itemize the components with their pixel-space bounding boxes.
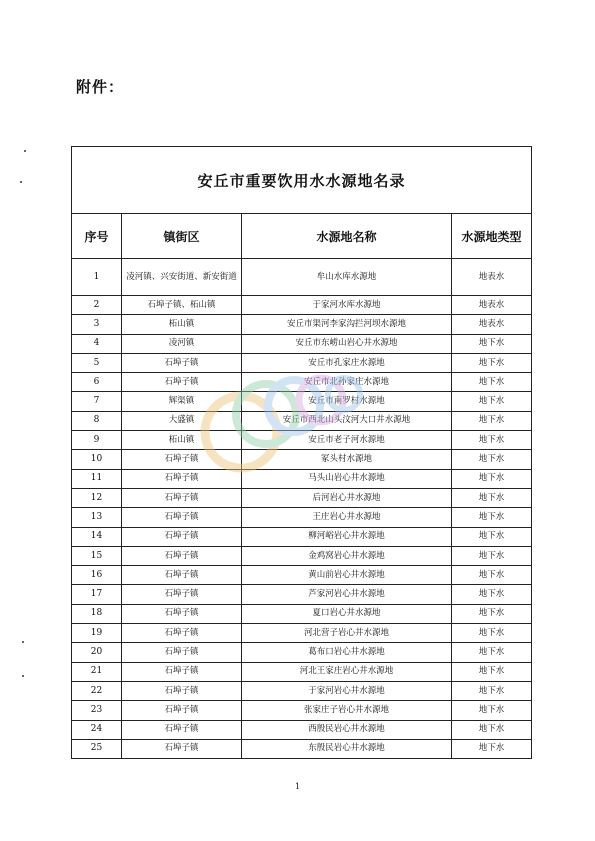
table-row bbox=[72, 546, 532, 565]
cell-seq: 2 bbox=[72, 296, 122, 315]
cell-name: 安丘市老子河水源地 bbox=[242, 431, 452, 450]
cell-town: 石埠子镇 bbox=[122, 662, 242, 681]
cell-seq: 24 bbox=[72, 720, 122, 739]
cell-town: 石埠子镇 bbox=[122, 508, 242, 527]
cell-type: 地下水 bbox=[452, 624, 532, 643]
cell-name: 金鸡窝岩心井水源地 bbox=[242, 546, 452, 565]
table-row bbox=[72, 296, 532, 315]
cell-seq: 21 bbox=[72, 662, 122, 681]
scan-speck bbox=[22, 641, 24, 643]
table-row bbox=[72, 624, 532, 643]
cell-seq: 3 bbox=[72, 315, 122, 334]
cell-type: 地下水 bbox=[452, 373, 532, 392]
cell-town: 石埠子镇 bbox=[122, 624, 242, 643]
cell-name: 芦家河岩心井水源地 bbox=[242, 585, 452, 604]
cell-seq: 13 bbox=[72, 508, 122, 527]
table-row bbox=[72, 662, 532, 681]
cell-name: 后河岩心井水源地 bbox=[242, 488, 452, 507]
cell-name: 马头山岩心井水源地 bbox=[242, 469, 452, 488]
cell-type: 地下水 bbox=[452, 527, 532, 546]
cell-type: 地下水 bbox=[452, 604, 532, 623]
cell-type: 地下水 bbox=[452, 469, 532, 488]
cell-seq: 19 bbox=[72, 624, 122, 643]
table-row bbox=[72, 353, 532, 372]
table-title: 安丘市重要饮用水水源地名录 bbox=[72, 147, 532, 214]
attachment-label: 附件： bbox=[76, 78, 125, 96]
cell-name: 于家河岩心井水源地 bbox=[242, 681, 452, 700]
cell-type: 地下水 bbox=[452, 566, 532, 585]
cell-town: 辉渠镇 bbox=[122, 392, 242, 411]
cell-name: 安丘市东崂山岩心井水源地 bbox=[242, 334, 452, 353]
cell-seq: 14 bbox=[72, 527, 122, 546]
cell-type: 地下水 bbox=[452, 720, 532, 739]
cell-town: 石埠子镇 bbox=[122, 488, 242, 507]
cell-name: 西殷民岩心井水源地 bbox=[242, 720, 452, 739]
table-row bbox=[72, 739, 532, 758]
table-row bbox=[72, 431, 532, 450]
scan-speck bbox=[22, 675, 24, 677]
cell-name: 安丘市西北山头汶河大口井水源地 bbox=[242, 411, 452, 430]
header-seq: 序号 bbox=[72, 214, 122, 259]
table-row bbox=[72, 259, 532, 296]
cell-name: 黄山前岩心井水源地 bbox=[242, 566, 452, 585]
cell-name: 安丘市孔家庄水源地 bbox=[242, 353, 452, 372]
cell-town: 石埠子镇 bbox=[122, 720, 242, 739]
table-row bbox=[72, 681, 532, 700]
cell-seq: 8 bbox=[72, 411, 122, 430]
cell-seq: 6 bbox=[72, 373, 122, 392]
cell-town: 石埠子镇 bbox=[122, 546, 242, 565]
cell-type: 地下水 bbox=[452, 681, 532, 700]
water-source-table bbox=[71, 146, 532, 759]
table-row bbox=[72, 720, 532, 739]
cell-seq: 9 bbox=[72, 431, 122, 450]
table-row bbox=[72, 488, 532, 507]
cell-town: 石埠子镇 bbox=[122, 585, 242, 604]
cell-town: 石埠子镇 bbox=[122, 566, 242, 585]
cell-name: 葛布口岩心井水源地 bbox=[242, 643, 452, 662]
cell-town: 石埠子镇 bbox=[122, 353, 242, 372]
scan-speck bbox=[24, 150, 26, 152]
cell-town: 凌河镇、兴安街道、新安街道 bbox=[122, 259, 242, 296]
cell-town: 石埠子镇 bbox=[122, 527, 242, 546]
table-row bbox=[72, 450, 532, 469]
cell-seq: 20 bbox=[72, 643, 122, 662]
table-row bbox=[72, 585, 532, 604]
cell-name: 张家庄子岩心井水源地 bbox=[242, 701, 452, 720]
cell-name: 安丘市北孙家庄水源地 bbox=[242, 373, 452, 392]
cell-town: 大盛镇 bbox=[122, 411, 242, 430]
cell-seq: 18 bbox=[72, 604, 122, 623]
cell-seq: 5 bbox=[72, 353, 122, 372]
cell-type: 地下水 bbox=[452, 643, 532, 662]
cell-name: 安丘市渠河李家沟拦河坝水源地 bbox=[242, 315, 452, 334]
cell-type: 地下水 bbox=[452, 488, 532, 507]
table-row bbox=[72, 527, 532, 546]
cell-town: 石埠子镇 bbox=[122, 604, 242, 623]
cell-town: 石埠子镇 bbox=[122, 681, 242, 700]
table-row bbox=[72, 315, 532, 334]
cell-seq: 11 bbox=[72, 469, 122, 488]
cell-town: 柘山镇 bbox=[122, 315, 242, 334]
table-row bbox=[72, 411, 532, 430]
cell-name: 柳河峪岩心井水源地 bbox=[242, 527, 452, 546]
cell-town: 凌河镇 bbox=[122, 334, 242, 353]
cell-type: 地表水 bbox=[452, 315, 532, 334]
table-row bbox=[72, 469, 532, 488]
table-row bbox=[72, 508, 532, 527]
cell-type: 地下水 bbox=[452, 353, 532, 372]
page-number: 1 bbox=[294, 782, 301, 791]
cell-type: 地下水 bbox=[452, 546, 532, 565]
cell-type: 地下水 bbox=[452, 508, 532, 527]
cell-type: 地下水 bbox=[452, 450, 532, 469]
cell-town: 石埠子镇 bbox=[122, 373, 242, 392]
cell-town: 石埠子镇 bbox=[122, 469, 242, 488]
cell-name: 夏口岩心井水源地 bbox=[242, 604, 452, 623]
cell-type: 地下水 bbox=[452, 701, 532, 720]
cell-type: 地表水 bbox=[452, 259, 532, 296]
cell-town: 石埠子镇 bbox=[122, 701, 242, 720]
cell-type: 地下水 bbox=[452, 431, 532, 450]
header-town: 镇街区 bbox=[122, 214, 242, 259]
cell-type: 地下水 bbox=[452, 334, 532, 353]
cell-type: 地表水 bbox=[452, 296, 532, 315]
table-row bbox=[72, 701, 532, 720]
cell-seq: 1 bbox=[72, 259, 122, 296]
table-row bbox=[72, 373, 532, 392]
table-row bbox=[72, 566, 532, 585]
cell-name: 河北营子岩心井水源地 bbox=[242, 624, 452, 643]
cell-seq: 12 bbox=[72, 488, 122, 507]
cell-type: 地下水 bbox=[452, 662, 532, 681]
header-type: 水源地类型 bbox=[452, 214, 532, 259]
cell-type: 地下水 bbox=[452, 585, 532, 604]
cell-seq: 4 bbox=[72, 334, 122, 353]
cell-town: 石埠子镇、柘山镇 bbox=[122, 296, 242, 315]
cell-seq: 25 bbox=[72, 739, 122, 758]
cell-name: 冢头村水源地 bbox=[242, 450, 452, 469]
header-name: 水源地名称 bbox=[242, 214, 452, 259]
cell-seq: 15 bbox=[72, 546, 122, 565]
cell-town: 石埠子镇 bbox=[122, 643, 242, 662]
cell-town: 柘山镇 bbox=[122, 431, 242, 450]
cell-seq: 10 bbox=[72, 450, 122, 469]
cell-name: 于家河水库水源地 bbox=[242, 296, 452, 315]
cell-seq: 7 bbox=[72, 392, 122, 411]
cell-name: 王庄岩心井水源地 bbox=[242, 508, 452, 527]
cell-name: 安丘市南罗村水源地 bbox=[242, 392, 452, 411]
cell-seq: 22 bbox=[72, 681, 122, 700]
cell-name: 东殷民岩心井水源地 bbox=[242, 739, 452, 758]
cell-type: 地下水 bbox=[452, 739, 532, 758]
table-row bbox=[72, 392, 532, 411]
cell-seq: 23 bbox=[72, 701, 122, 720]
cell-name: 牟山水库水源地 bbox=[242, 259, 452, 296]
cell-town: 石埠子镇 bbox=[122, 450, 242, 469]
cell-type: 地下水 bbox=[452, 392, 532, 411]
table-row bbox=[72, 643, 532, 662]
table-row bbox=[72, 604, 532, 623]
cell-type: 地下水 bbox=[452, 411, 532, 430]
cell-name: 河北王家庄岩心井水源地 bbox=[242, 662, 452, 681]
table-row bbox=[72, 334, 532, 353]
scan-speck bbox=[20, 181, 22, 183]
cell-seq: 17 bbox=[72, 585, 122, 604]
cell-seq: 16 bbox=[72, 566, 122, 585]
cell-town: 石埠子镇 bbox=[122, 739, 242, 758]
